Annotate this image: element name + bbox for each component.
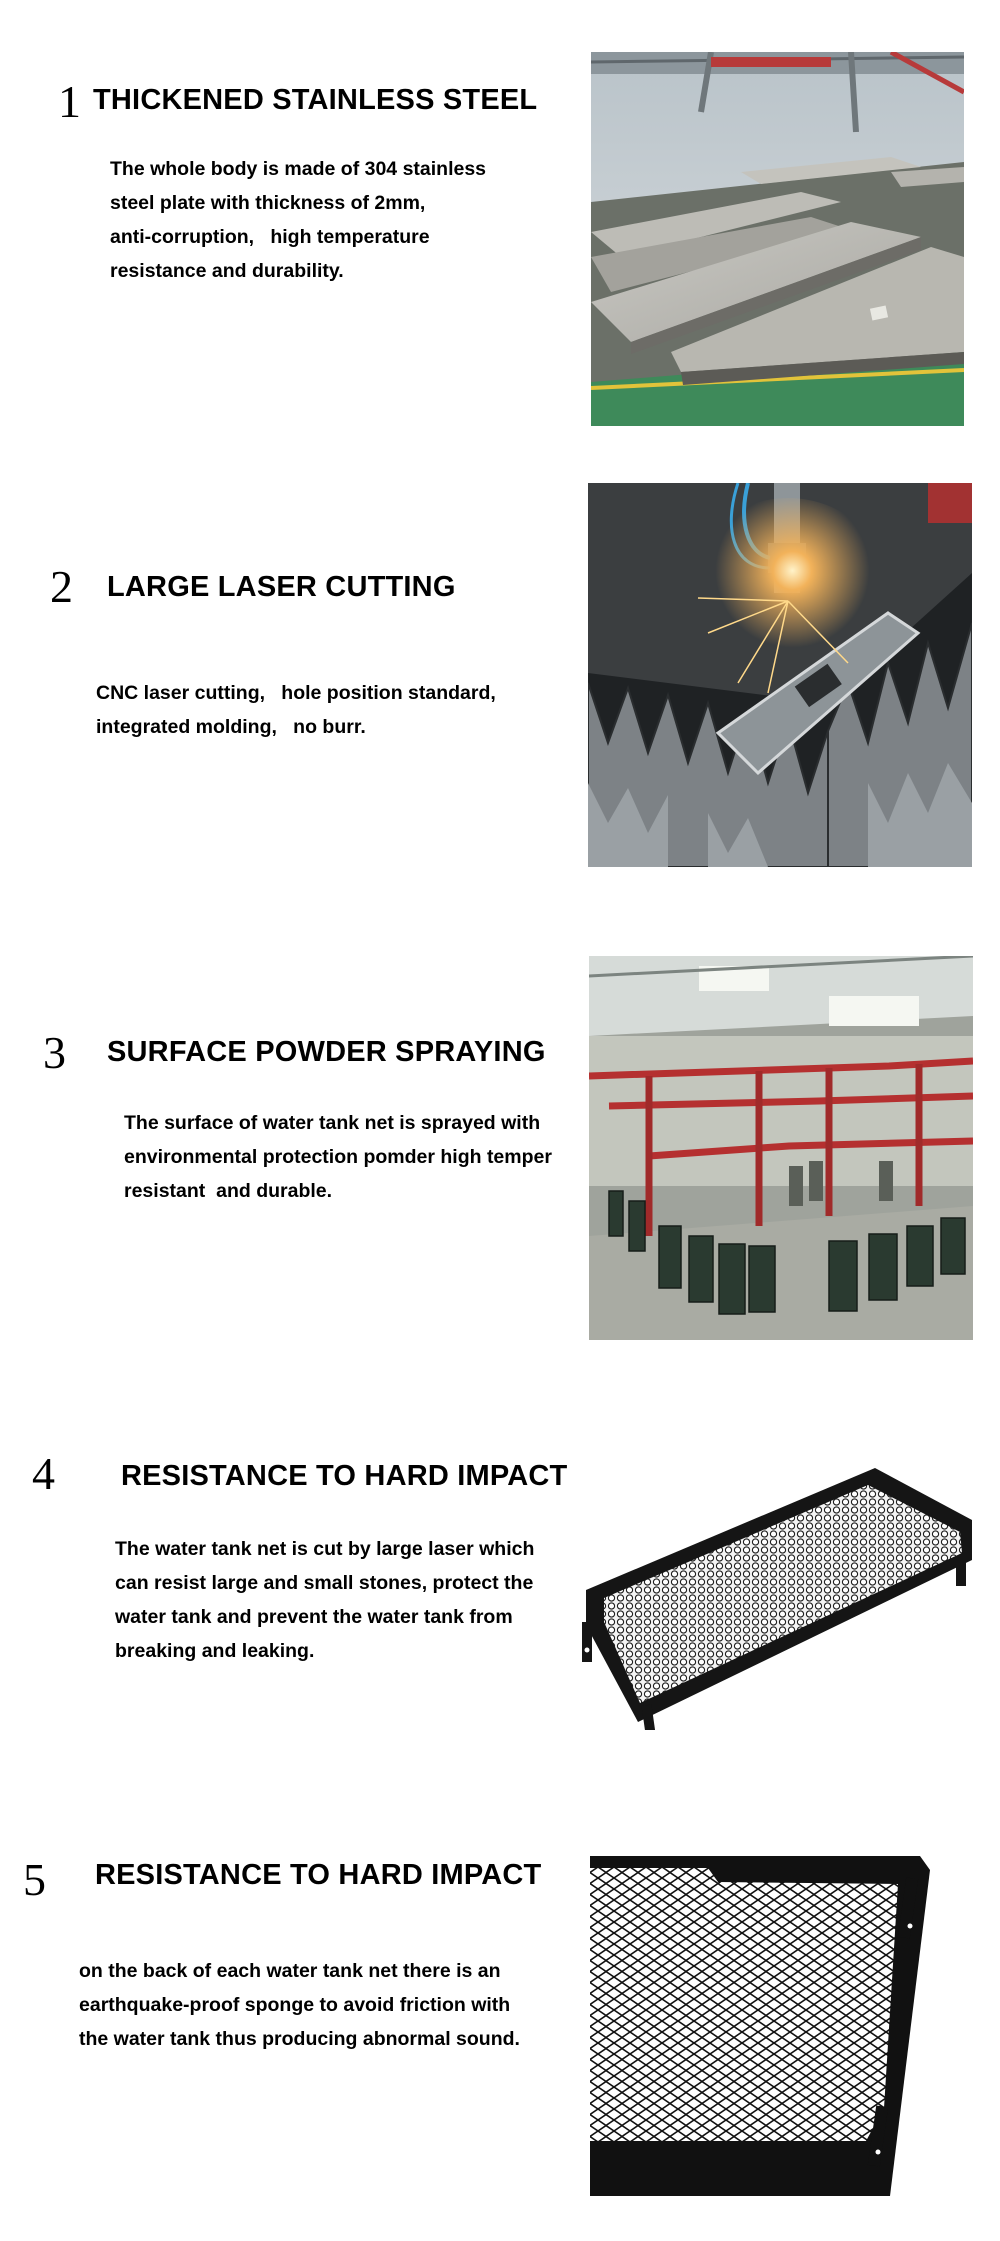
feature-description — [110, 152, 486, 288]
description-line: breaking and leaking. — [115, 1640, 315, 1662]
description-line: on the back of each water tank net there is an — [79, 1960, 501, 1982]
feature-4 — [0, 1350, 1000, 1810]
feature-3 — [0, 900, 1000, 1350]
feature-title: LARGE LASER CUTTING — [107, 571, 456, 603]
feature-2 — [0, 440, 1000, 900]
feature-description — [79, 1954, 520, 2056]
laser-cutting-photo — [588, 483, 972, 867]
feature-title: THICKENED STAINLESS STEEL — [93, 84, 538, 116]
description-line: water tank and prevent the water tank from — [115, 1606, 513, 1628]
description-line: environmental protection pomder high temper — [124, 1146, 552, 1168]
water-tank-net-back-photo — [590, 1856, 935, 2196]
feature-5 — [0, 1810, 1000, 2241]
feature-description — [124, 1106, 552, 1208]
feature-title: RESISTANCE TO HARD IMPACT — [95, 1859, 542, 1891]
description-line: steel plate with thickness of 2mm, — [110, 192, 426, 214]
description-line: CNC laser cutting, hole position standard, — [96, 682, 496, 704]
description-line: earthquake-proof sponge to avoid friction with — [79, 1994, 511, 2016]
description-line: anti-corruption, high temperature — [110, 226, 430, 248]
description-line: The water tank net is cut by large laser which — [115, 1538, 535, 1560]
feature-1 — [0, 0, 1000, 440]
water-tank-net-front-photo — [580, 1450, 980, 1730]
description-line: The whole body is made of 304 stainless — [110, 158, 487, 180]
description-line: the water tank thus producing abnormal sound. — [79, 2028, 520, 2050]
stainless-steel-plates-photo — [591, 52, 964, 426]
powder-spraying-line-photo — [589, 956, 973, 1340]
feature-number: 3 — [43, 1027, 66, 1078]
description-line: resistant and durable. — [124, 1180, 333, 1202]
description-line: can resist large and small stones, protect the — [115, 1572, 534, 1594]
feature-number: 1 — [58, 76, 81, 127]
feature-description — [115, 1532, 534, 1668]
description-line: integrated molding, no burr. — [96, 716, 366, 738]
feature-title: RESISTANCE TO HARD IMPACT — [121, 1460, 568, 1492]
feature-title: SURFACE POWDER SPRAYING — [107, 1036, 546, 1068]
feature-number: 5 — [23, 1854, 46, 1905]
feature-number: 4 — [32, 1448, 55, 1499]
feature-number: 2 — [50, 561, 73, 612]
description-line: resistance and durability. — [110, 260, 344, 282]
feature-description — [96, 676, 496, 744]
description-line: The surface of water tank net is sprayed with — [124, 1112, 541, 1134]
